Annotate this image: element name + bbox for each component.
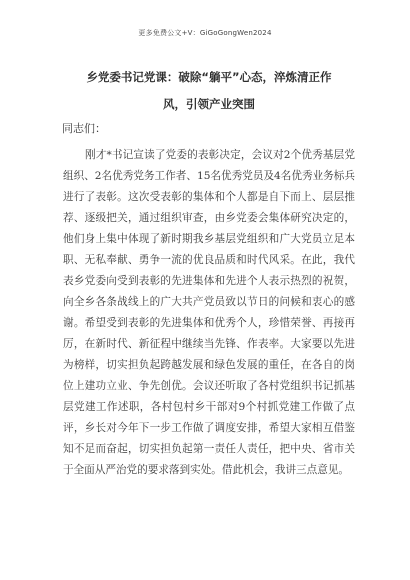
greeting: 同志们： — [62, 122, 106, 135]
document-title: 乡党委书记党课：破除“躺平”心态，淬炼清正作风，引领产业突围 — [86, 70, 332, 111]
header-watermark: 更多免费公文+V：GiGoGongWen2024 — [138, 29, 272, 37]
body-paragraph: 刚才*书记宣读了党委的表彰决定，会议对2个优秀基层党组织、2名优秀党务工作者、15名优秀党员及4名优秀业务标兵进行了表彰。这次受表彰的集体和个人都是自下而上、层层推荐、逐级把关，通过组织审查，由乡党委会集体研究决定的，他们身上集中体现了新时期我乡基层党组织和广大党员立足本职、无私奉献、勇争一流的优良品质和时代风采。在此，我代表乡党委向受到表彰的先进集体和先进个人表示热烈的祝贺，向全乡各条战线上的广大共产党员致以节日的问候和衷心的感谢。希望受到表彰的先进集体和优秀个人，珍惜荣誉、再接再厉，在新时代、新征程中继续当先锋、作表率。大家要以先进为榜样，切实担负起跨越发展和绿色发展的重任，在各自的岗位上建功立业、争先创优。会议还听取了各村党组织书记抓基层党建工作述职，各村包村乡干部对9个村抓党建工作做了点评，乡长对今年下一步工作做了调度安排，希望大家相互借鉴知不足而奋起，切实担负起第一责任人责任，把中央、省市关于全面从严治党的要求落到实处。借此机会，我讲三点意见。 — [63, 149, 355, 476]
